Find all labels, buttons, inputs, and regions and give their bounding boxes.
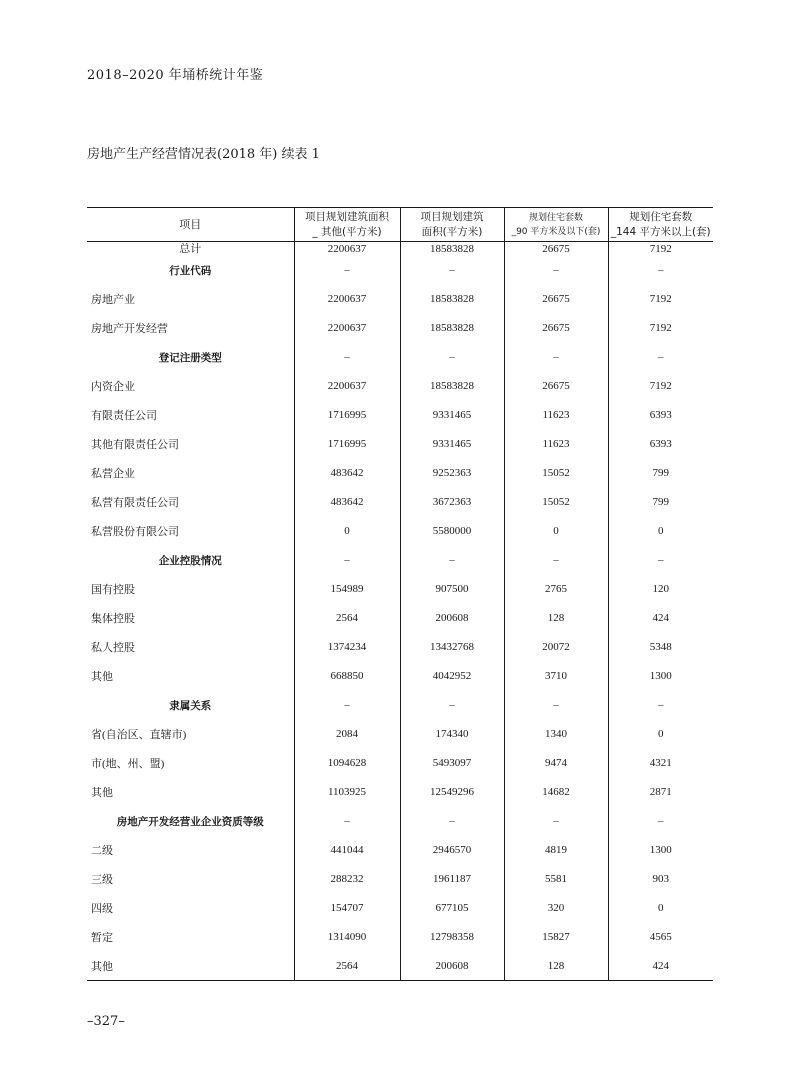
value-cell: 13432768 bbox=[400, 633, 504, 662]
value-cell: 2871 bbox=[608, 778, 713, 807]
value-cell: 2084 bbox=[294, 720, 400, 749]
column-header-line1: 规划住宅套数 bbox=[528, 212, 583, 223]
column-header-item bbox=[87, 208, 294, 242]
section-label: 行业代码 bbox=[169, 264, 212, 277]
section-row bbox=[87, 546, 713, 575]
value-cell: 441044 bbox=[294, 836, 400, 865]
value-cell: 6393 bbox=[608, 401, 713, 430]
table-title: 房地产生产经营情况表(2018 年) 续表 1 bbox=[87, 147, 320, 162]
value-cell: – bbox=[608, 807, 713, 836]
value-cell: 0 bbox=[608, 517, 713, 546]
value-cell: 11623 bbox=[504, 401, 608, 430]
value-cell: 12549296 bbox=[400, 778, 504, 807]
row-label: 房地产开发经营 bbox=[91, 323, 168, 335]
column-header-units-90-below bbox=[504, 208, 608, 242]
row-label: 三级 bbox=[91, 874, 113, 886]
value-cell: 26675 bbox=[504, 372, 608, 401]
column-header-line2: _ 其他(平方米) bbox=[312, 225, 382, 238]
value-cell: 1716995 bbox=[294, 401, 400, 430]
value-cell: 5580000 bbox=[400, 517, 504, 546]
row-label: 省(自治区、直辖市) bbox=[91, 729, 187, 741]
statistics-table bbox=[87, 207, 713, 981]
table-body bbox=[87, 242, 713, 981]
value-cell: 20072 bbox=[504, 633, 608, 662]
value-cell: 1716995 bbox=[294, 430, 400, 459]
row-label: 其他 bbox=[87, 952, 294, 981]
row-label: 四级 bbox=[91, 903, 113, 915]
value-cell: – bbox=[294, 343, 400, 372]
column-header-text: 项目 bbox=[179, 218, 202, 231]
value-cell: 15827 bbox=[504, 923, 608, 952]
value-cell: 483642 bbox=[294, 459, 400, 488]
section-label: 企业控股情况 bbox=[158, 554, 222, 567]
table-row bbox=[87, 662, 713, 691]
value-cell: 424 bbox=[608, 952, 713, 981]
section-label: 隶属关系 bbox=[169, 699, 212, 712]
table-row bbox=[87, 401, 713, 430]
column-header-line2: _90 平方米及以下(套) bbox=[511, 226, 601, 237]
row-label: 私营股份有限公司 bbox=[91, 526, 179, 538]
table-row bbox=[87, 749, 713, 778]
row-label: 私人控股 bbox=[91, 642, 135, 654]
value-cell: 9252363 bbox=[400, 459, 504, 488]
value-cell: – bbox=[504, 256, 608, 285]
value-cell: – bbox=[294, 546, 400, 575]
value-cell: – bbox=[608, 256, 713, 285]
value-cell: 903 bbox=[608, 865, 713, 894]
row-label: 其他 bbox=[91, 787, 113, 799]
running-head: 2018–2020 年埇桥统计年鉴 bbox=[87, 68, 264, 83]
value-cell: – bbox=[294, 807, 400, 836]
row-label: 私营有限责任公司 bbox=[91, 497, 179, 509]
column-header-planned-area-other bbox=[294, 208, 400, 242]
value-cell: 7192 bbox=[608, 314, 713, 343]
value-cell: – bbox=[608, 546, 713, 575]
value-cell: 2564 bbox=[294, 952, 400, 981]
table-row bbox=[87, 575, 713, 604]
value-cell: – bbox=[608, 343, 713, 372]
value-cell: – bbox=[294, 256, 400, 285]
value-cell: 26675 bbox=[504, 285, 608, 314]
column-header-line1: 规划住宅套数 bbox=[629, 210, 693, 223]
table-row bbox=[87, 372, 713, 401]
table-row bbox=[87, 459, 713, 488]
value-cell: 128 bbox=[504, 952, 608, 981]
column-header-units-144-above bbox=[608, 208, 713, 242]
table-row bbox=[87, 836, 713, 865]
value-cell: – bbox=[608, 691, 713, 720]
row-label: 其他 bbox=[91, 671, 113, 683]
value-cell: 1374234 bbox=[294, 633, 400, 662]
value-cell: – bbox=[400, 256, 504, 285]
value-cell: 154707 bbox=[294, 894, 400, 923]
column-header-planned-area bbox=[400, 208, 504, 242]
section-row bbox=[87, 343, 713, 372]
value-cell: 4042952 bbox=[400, 662, 504, 691]
row-label: 私营企业 bbox=[91, 468, 135, 480]
column-header-line2: 面积(平方米) bbox=[421, 225, 483, 238]
row-label: 有限责任公司 bbox=[91, 410, 157, 422]
value-cell: 120 bbox=[608, 575, 713, 604]
value-cell: 5581 bbox=[504, 865, 608, 894]
row-label: 市(地、州、盟) bbox=[91, 758, 165, 770]
value-cell: 0 bbox=[608, 894, 713, 923]
value-cell: 3672363 bbox=[400, 488, 504, 517]
value-cell: 4565 bbox=[608, 923, 713, 952]
value-cell: 2765 bbox=[504, 575, 608, 604]
value-cell: 0 bbox=[608, 720, 713, 749]
value-cell: 9474 bbox=[504, 749, 608, 778]
table-row bbox=[87, 488, 713, 517]
value-cell: 26675 bbox=[504, 314, 608, 343]
row-label: 国有控股 bbox=[91, 584, 135, 596]
value-cell: – bbox=[400, 546, 504, 575]
value-cell: 18583828 bbox=[400, 372, 504, 401]
value-cell: 6393 bbox=[608, 430, 713, 459]
row-label: 其他有限责任公司 bbox=[91, 439, 179, 451]
value-cell: 1961187 bbox=[400, 865, 504, 894]
value-cell: 7192 bbox=[608, 285, 713, 314]
value-cell: 4819 bbox=[504, 836, 608, 865]
value-cell: 668850 bbox=[294, 662, 400, 691]
section-label: 房地产开发经营业企业资质等级 bbox=[116, 815, 264, 828]
value-cell: 1300 bbox=[608, 662, 713, 691]
value-cell: 200608 bbox=[400, 952, 504, 981]
row-label: 内资企业 bbox=[91, 381, 135, 393]
table-row bbox=[87, 604, 713, 633]
value-cell: 15052 bbox=[504, 459, 608, 488]
value-cell: 2200637 bbox=[294, 314, 400, 343]
value-cell: 288232 bbox=[294, 865, 400, 894]
value-cell: 2946570 bbox=[400, 836, 504, 865]
value-cell: 483642 bbox=[294, 488, 400, 517]
value-cell: 18583828 bbox=[400, 285, 504, 314]
value-cell: 200608 bbox=[400, 604, 504, 633]
table-row bbox=[87, 952, 713, 981]
value-cell: 26675 bbox=[504, 242, 608, 256]
section-row bbox=[87, 256, 713, 285]
value-cell: 0 bbox=[294, 517, 400, 546]
row-label: 房地产业 bbox=[91, 294, 135, 306]
value-cell: 9331465 bbox=[400, 401, 504, 430]
row-label: 暂定 bbox=[91, 932, 113, 944]
value-cell: 424 bbox=[608, 604, 713, 633]
value-cell: 2200637 bbox=[294, 242, 400, 256]
column-header-line1: 项目规划建筑 bbox=[420, 210, 484, 223]
value-cell: 12798358 bbox=[400, 923, 504, 952]
table-row bbox=[87, 314, 713, 343]
table-row bbox=[87, 430, 713, 459]
value-cell: 799 bbox=[608, 488, 713, 517]
value-cell: 15052 bbox=[504, 488, 608, 517]
value-cell: 2564 bbox=[294, 604, 400, 633]
value-cell: – bbox=[504, 343, 608, 372]
value-cell: 907500 bbox=[400, 575, 504, 604]
value-cell: 677105 bbox=[400, 894, 504, 923]
value-cell: – bbox=[400, 343, 504, 372]
value-cell: 1300 bbox=[608, 836, 713, 865]
value-cell: 1314090 bbox=[294, 923, 400, 952]
value-cell: 3710 bbox=[504, 662, 608, 691]
value-cell: – bbox=[294, 691, 400, 720]
section-row bbox=[87, 691, 713, 720]
value-cell: 154989 bbox=[294, 575, 400, 604]
table-header-row bbox=[87, 208, 713, 242]
value-cell: – bbox=[400, 691, 504, 720]
value-cell: 799 bbox=[608, 459, 713, 488]
value-cell: – bbox=[400, 807, 504, 836]
table-row bbox=[87, 894, 713, 923]
value-cell: 7192 bbox=[608, 242, 713, 256]
value-cell: 5493097 bbox=[400, 749, 504, 778]
value-cell: 18583828 bbox=[400, 242, 504, 256]
page-number: –327– bbox=[87, 1014, 125, 1029]
value-cell: 1094628 bbox=[294, 749, 400, 778]
value-cell: 2200637 bbox=[294, 372, 400, 401]
value-cell: 0 bbox=[504, 517, 608, 546]
column-header-line1: 项目规划建筑面积 bbox=[305, 210, 389, 223]
value-cell: 1340 bbox=[504, 720, 608, 749]
value-cell: – bbox=[504, 807, 608, 836]
value-cell: 7192 bbox=[608, 372, 713, 401]
value-cell: 11623 bbox=[504, 430, 608, 459]
value-cell: 2200637 bbox=[294, 285, 400, 314]
row-label: 集体控股 bbox=[91, 613, 135, 625]
value-cell: 174340 bbox=[400, 720, 504, 749]
table-row bbox=[87, 633, 713, 662]
table-row bbox=[87, 865, 713, 894]
value-cell: 9331465 bbox=[400, 430, 504, 459]
value-cell: – bbox=[504, 691, 608, 720]
row-label: 二级 bbox=[91, 845, 113, 857]
value-cell: 320 bbox=[504, 894, 608, 923]
table-row bbox=[87, 285, 713, 314]
value-cell: 128 bbox=[504, 604, 608, 633]
column-header-line2: _144 平方米以上(套) bbox=[610, 225, 711, 238]
value-cell: 18583828 bbox=[400, 314, 504, 343]
table-row bbox=[87, 517, 713, 546]
value-cell: 1103925 bbox=[294, 778, 400, 807]
value-cell: 14682 bbox=[504, 778, 608, 807]
table-row bbox=[87, 720, 713, 749]
table-row bbox=[87, 778, 713, 807]
section-label: 登记注册类型 bbox=[158, 351, 222, 364]
value-cell: – bbox=[504, 546, 608, 575]
value-cell: 4321 bbox=[608, 749, 713, 778]
row-label: 总计 bbox=[179, 242, 202, 255]
table-row bbox=[87, 923, 713, 952]
total-row bbox=[87, 242, 713, 256]
value-cell: 5348 bbox=[608, 633, 713, 662]
section-row bbox=[87, 807, 713, 836]
